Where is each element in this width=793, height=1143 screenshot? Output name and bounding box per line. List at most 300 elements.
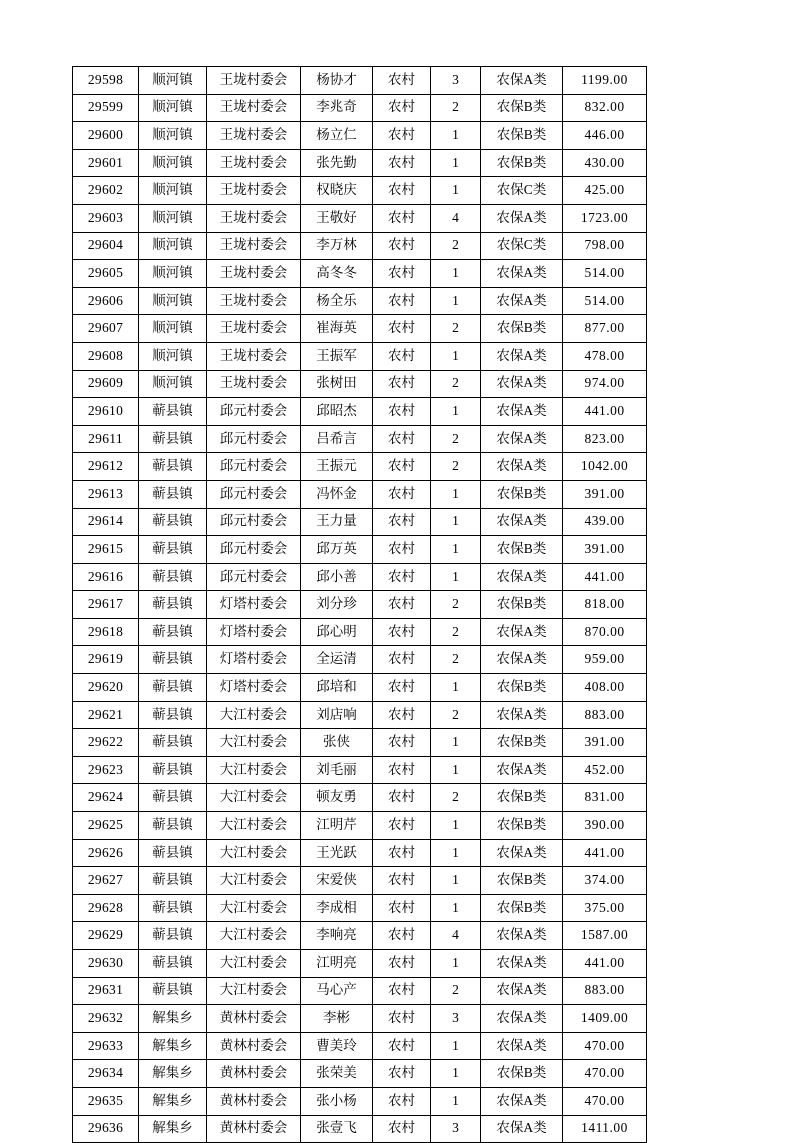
cell-town: 解集乡 xyxy=(139,1032,207,1060)
table-row xyxy=(73,315,647,343)
cell-category: 农保A类 xyxy=(481,839,563,867)
cell-village: 王垅村委会 xyxy=(207,232,301,260)
cell-amount: 470.00 xyxy=(563,1060,647,1088)
cell-id: 29636 xyxy=(73,1115,139,1143)
cell-village: 王垅村委会 xyxy=(207,94,301,122)
cell-household-type: 农村 xyxy=(373,1005,431,1033)
cell-id: 29617 xyxy=(73,591,139,619)
table-row xyxy=(73,1005,647,1033)
cell-amount: 1723.00 xyxy=(563,204,647,232)
cell-category: 农保B类 xyxy=(481,867,563,895)
cell-id: 29623 xyxy=(73,756,139,784)
cell-id: 29606 xyxy=(73,287,139,315)
cell-name: 杨协才 xyxy=(301,67,373,95)
cell-household-type: 农村 xyxy=(373,922,431,950)
cell-name: 王光跃 xyxy=(301,839,373,867)
cell-town: 蕲县镇 xyxy=(139,812,207,840)
cell-village: 黄林村委会 xyxy=(207,1087,301,1115)
cell-household-type: 农村 xyxy=(373,232,431,260)
cell-household-type: 农村 xyxy=(373,812,431,840)
cell-name: 张荣美 xyxy=(301,1060,373,1088)
cell-amount: 425.00 xyxy=(563,177,647,205)
cell-category: 农保B类 xyxy=(481,536,563,564)
cell-household-type: 农村 xyxy=(373,591,431,619)
cell-household-type: 农村 xyxy=(373,204,431,232)
cell-name: 王敬好 xyxy=(301,204,373,232)
cell-amount: 1411.00 xyxy=(563,1115,647,1143)
cell-id: 29607 xyxy=(73,315,139,343)
cell-household-type: 农村 xyxy=(373,342,431,370)
cell-category: 农保A类 xyxy=(481,204,563,232)
cell-town: 蕲县镇 xyxy=(139,618,207,646)
cell-category: 农保B类 xyxy=(481,674,563,702)
table-row xyxy=(73,784,647,812)
cell-id: 29616 xyxy=(73,563,139,591)
cell-id: 29613 xyxy=(73,480,139,508)
cell-amount: 883.00 xyxy=(563,977,647,1005)
cell-amount: 374.00 xyxy=(563,867,647,895)
cell-id: 29629 xyxy=(73,922,139,950)
cell-name: 李响亮 xyxy=(301,922,373,950)
cell-id: 29601 xyxy=(73,149,139,177)
cell-category: 农保B类 xyxy=(481,729,563,757)
cell-town: 蕲县镇 xyxy=(139,784,207,812)
cell-amount: 974.00 xyxy=(563,370,647,398)
cell-household-type: 农村 xyxy=(373,287,431,315)
table-row xyxy=(73,1032,647,1060)
cell-name: 高冬冬 xyxy=(301,260,373,288)
cell-category: 农保A类 xyxy=(481,1115,563,1143)
cell-category: 农保A类 xyxy=(481,67,563,95)
cell-amount: 391.00 xyxy=(563,729,647,757)
table-row xyxy=(73,867,647,895)
cell-town: 顺河镇 xyxy=(139,315,207,343)
cell-category: 农保A类 xyxy=(481,977,563,1005)
cell-town: 解集乡 xyxy=(139,1060,207,1088)
cell-person-count: 2 xyxy=(431,315,481,343)
cell-amount: 441.00 xyxy=(563,398,647,426)
cell-village: 王垅村委会 xyxy=(207,67,301,95)
cell-person-count: 3 xyxy=(431,1115,481,1143)
cell-village: 邱元村委会 xyxy=(207,480,301,508)
cell-name: 宋爱侠 xyxy=(301,867,373,895)
cell-person-count: 1 xyxy=(431,177,481,205)
cell-village: 大江村委会 xyxy=(207,950,301,978)
cell-amount: 877.00 xyxy=(563,315,647,343)
cell-person-count: 3 xyxy=(431,67,481,95)
table-row xyxy=(73,398,647,426)
cell-household-type: 农村 xyxy=(373,149,431,177)
cell-household-type: 农村 xyxy=(373,674,431,702)
cell-category: 农保B类 xyxy=(481,122,563,150)
cell-person-count: 1 xyxy=(431,1032,481,1060)
cell-town: 顺河镇 xyxy=(139,287,207,315)
table-row xyxy=(73,812,647,840)
table-row xyxy=(73,591,647,619)
table-row xyxy=(73,1087,647,1115)
cell-name: 邱小善 xyxy=(301,563,373,591)
cell-category: 农保A类 xyxy=(481,950,563,978)
cell-category: 农保A类 xyxy=(481,370,563,398)
table-row xyxy=(73,1060,647,1088)
cell-town: 蕲县镇 xyxy=(139,508,207,536)
cell-town: 蕲县镇 xyxy=(139,839,207,867)
cell-village: 黄林村委会 xyxy=(207,1115,301,1143)
cell-town: 解集乡 xyxy=(139,1087,207,1115)
cell-person-count: 1 xyxy=(431,756,481,784)
cell-village: 大江村委会 xyxy=(207,922,301,950)
cell-village: 王垅村委会 xyxy=(207,342,301,370)
cell-id: 29624 xyxy=(73,784,139,812)
cell-id: 29635 xyxy=(73,1087,139,1115)
cell-amount: 478.00 xyxy=(563,342,647,370)
cell-name: 崔海英 xyxy=(301,315,373,343)
cell-category: 农保A类 xyxy=(481,398,563,426)
cell-amount: 408.00 xyxy=(563,674,647,702)
cell-person-count: 2 xyxy=(431,370,481,398)
cell-town: 蕲县镇 xyxy=(139,977,207,1005)
cell-name: 李彬 xyxy=(301,1005,373,1033)
cell-category: 农保A类 xyxy=(481,508,563,536)
cell-amount: 818.00 xyxy=(563,591,647,619)
cell-amount: 470.00 xyxy=(563,1032,647,1060)
cell-village: 大江村委会 xyxy=(207,784,301,812)
cell-amount: 514.00 xyxy=(563,287,647,315)
cell-category: 农保A类 xyxy=(481,1032,563,1060)
cell-name: 刘毛丽 xyxy=(301,756,373,784)
cell-id: 29621 xyxy=(73,701,139,729)
cell-amount: 959.00 xyxy=(563,646,647,674)
cell-person-count: 2 xyxy=(431,646,481,674)
cell-town: 蕲县镇 xyxy=(139,867,207,895)
cell-household-type: 农村 xyxy=(373,370,431,398)
cell-amount: 390.00 xyxy=(563,812,647,840)
table-row xyxy=(73,646,647,674)
cell-village: 王垅村委会 xyxy=(207,260,301,288)
cell-village: 邱元村委会 xyxy=(207,453,301,481)
cell-name: 邱万英 xyxy=(301,536,373,564)
cell-household-type: 农村 xyxy=(373,536,431,564)
cell-amount: 441.00 xyxy=(563,563,647,591)
cell-person-count: 2 xyxy=(431,453,481,481)
cell-amount: 798.00 xyxy=(563,232,647,260)
cell-person-count: 1 xyxy=(431,149,481,177)
cell-person-count: 4 xyxy=(431,922,481,950)
table-row xyxy=(73,729,647,757)
cell-amount: 391.00 xyxy=(563,536,647,564)
cell-village: 邱元村委会 xyxy=(207,398,301,426)
cell-id: 29608 xyxy=(73,342,139,370)
cell-town: 顺河镇 xyxy=(139,232,207,260)
cell-town: 蕲县镇 xyxy=(139,756,207,784)
cell-category: 农保B类 xyxy=(481,1060,563,1088)
cell-town: 蕲县镇 xyxy=(139,701,207,729)
cell-id: 29602 xyxy=(73,177,139,205)
cell-id: 29605 xyxy=(73,260,139,288)
cell-name: 邱培和 xyxy=(301,674,373,702)
cell-village: 大江村委会 xyxy=(207,701,301,729)
cell-id: 29609 xyxy=(73,370,139,398)
cell-household-type: 农村 xyxy=(373,1060,431,1088)
cell-id: 29630 xyxy=(73,950,139,978)
cell-town: 顺河镇 xyxy=(139,260,207,288)
cell-name: 邱昭杰 xyxy=(301,398,373,426)
cell-category: 农保C类 xyxy=(481,177,563,205)
cell-person-count: 1 xyxy=(431,536,481,564)
cell-id: 29625 xyxy=(73,812,139,840)
cell-person-count: 1 xyxy=(431,398,481,426)
cell-town: 蕲县镇 xyxy=(139,591,207,619)
cell-person-count: 2 xyxy=(431,591,481,619)
cell-town: 顺河镇 xyxy=(139,342,207,370)
cell-amount: 1409.00 xyxy=(563,1005,647,1033)
cell-household-type: 农村 xyxy=(373,480,431,508)
table-row xyxy=(73,260,647,288)
cell-amount: 870.00 xyxy=(563,618,647,646)
cell-category: 农保B类 xyxy=(481,480,563,508)
cell-name: 杨全乐 xyxy=(301,287,373,315)
table-row xyxy=(73,922,647,950)
cell-person-count: 1 xyxy=(431,508,481,536)
cell-household-type: 农村 xyxy=(373,315,431,343)
cell-village: 灯塔村委会 xyxy=(207,591,301,619)
cell-village: 灯塔村委会 xyxy=(207,618,301,646)
cell-village: 大江村委会 xyxy=(207,977,301,1005)
cell-person-count: 1 xyxy=(431,563,481,591)
cell-household-type: 农村 xyxy=(373,67,431,95)
cell-person-count: 1 xyxy=(431,674,481,702)
table-row xyxy=(73,122,647,150)
cell-household-type: 农村 xyxy=(373,1032,431,1060)
cell-town: 蕲县镇 xyxy=(139,425,207,453)
cell-village: 大江村委会 xyxy=(207,812,301,840)
cell-id: 29632 xyxy=(73,1005,139,1033)
cell-village: 王垅村委会 xyxy=(207,204,301,232)
table-row xyxy=(73,94,647,122)
cell-household-type: 农村 xyxy=(373,398,431,426)
table-row xyxy=(73,701,647,729)
cell-category: 农保B类 xyxy=(481,315,563,343)
cell-amount: 439.00 xyxy=(563,508,647,536)
table-row xyxy=(73,342,647,370)
cell-household-type: 农村 xyxy=(373,756,431,784)
cell-person-count: 1 xyxy=(431,480,481,508)
cell-town: 顺河镇 xyxy=(139,149,207,177)
cell-household-type: 农村 xyxy=(373,94,431,122)
cell-name: 刘店响 xyxy=(301,701,373,729)
cell-id: 29598 xyxy=(73,67,139,95)
cell-household-type: 农村 xyxy=(373,894,431,922)
cell-town: 解集乡 xyxy=(139,1115,207,1143)
table-row xyxy=(73,674,647,702)
cell-id: 29634 xyxy=(73,1060,139,1088)
table-row xyxy=(73,536,647,564)
cell-name: 王振军 xyxy=(301,342,373,370)
cell-person-count: 1 xyxy=(431,729,481,757)
cell-person-count: 1 xyxy=(431,950,481,978)
cell-household-type: 农村 xyxy=(373,1087,431,1115)
cell-town: 顺河镇 xyxy=(139,94,207,122)
cell-category: 农保A类 xyxy=(481,342,563,370)
table-row xyxy=(73,149,647,177)
cell-village: 黄林村委会 xyxy=(207,1005,301,1033)
cell-town: 顺河镇 xyxy=(139,370,207,398)
cell-name: 王力量 xyxy=(301,508,373,536)
cell-household-type: 农村 xyxy=(373,701,431,729)
table-row xyxy=(73,756,647,784)
cell-name: 顿友勇 xyxy=(301,784,373,812)
cell-village: 王垅村委会 xyxy=(207,370,301,398)
cell-amount: 375.00 xyxy=(563,894,647,922)
cell-village: 大江村委会 xyxy=(207,756,301,784)
table-row xyxy=(73,204,647,232)
cell-household-type: 农村 xyxy=(373,1115,431,1143)
cell-person-count: 2 xyxy=(431,94,481,122)
cell-village: 王垅村委会 xyxy=(207,287,301,315)
cell-amount: 391.00 xyxy=(563,480,647,508)
cell-name: 杨立仁 xyxy=(301,122,373,150)
cell-name: 张先勤 xyxy=(301,149,373,177)
cell-person-count: 2 xyxy=(431,977,481,1005)
cell-category: 农保A类 xyxy=(481,701,563,729)
cell-category: 农保B类 xyxy=(481,94,563,122)
table-row xyxy=(73,232,647,260)
cell-id: 29631 xyxy=(73,977,139,1005)
cell-village: 大江村委会 xyxy=(207,867,301,895)
cell-town: 蕲县镇 xyxy=(139,480,207,508)
cell-category: 农保A类 xyxy=(481,453,563,481)
cell-village: 王垅村委会 xyxy=(207,315,301,343)
cell-town: 蕲县镇 xyxy=(139,563,207,591)
table-row xyxy=(73,508,647,536)
cell-name: 张壹飞 xyxy=(301,1115,373,1143)
cell-category: 农保A类 xyxy=(481,618,563,646)
cell-town: 顺河镇 xyxy=(139,67,207,95)
table-row xyxy=(73,287,647,315)
cell-id: 29628 xyxy=(73,894,139,922)
cell-town: 解集乡 xyxy=(139,1005,207,1033)
cell-amount: 883.00 xyxy=(563,701,647,729)
cell-id: 29603 xyxy=(73,204,139,232)
cell-id: 29611 xyxy=(73,425,139,453)
cell-amount: 470.00 xyxy=(563,1087,647,1115)
cell-household-type: 农村 xyxy=(373,839,431,867)
cell-amount: 823.00 xyxy=(563,425,647,453)
cell-category: 农保A类 xyxy=(481,1087,563,1115)
cell-category: 农保B类 xyxy=(481,894,563,922)
table-row xyxy=(73,480,647,508)
cell-name: 全运清 xyxy=(301,646,373,674)
cell-category: 农保C类 xyxy=(481,232,563,260)
cell-name: 刘分珍 xyxy=(301,591,373,619)
cell-household-type: 农村 xyxy=(373,950,431,978)
cell-amount: 1042.00 xyxy=(563,453,647,481)
cell-name: 江明芹 xyxy=(301,812,373,840)
cell-person-count: 1 xyxy=(431,1060,481,1088)
cell-village: 黄林村委会 xyxy=(207,1060,301,1088)
cell-person-count: 2 xyxy=(431,701,481,729)
cell-person-count: 1 xyxy=(431,867,481,895)
cell-name: 张树田 xyxy=(301,370,373,398)
cell-person-count: 2 xyxy=(431,784,481,812)
cell-town: 蕲县镇 xyxy=(139,729,207,757)
cell-town: 蕲县镇 xyxy=(139,950,207,978)
cell-town: 蕲县镇 xyxy=(139,674,207,702)
cell-id: 29604 xyxy=(73,232,139,260)
cell-household-type: 农村 xyxy=(373,122,431,150)
cell-id: 29610 xyxy=(73,398,139,426)
cell-town: 顺河镇 xyxy=(139,204,207,232)
cell-name: 权晓庆 xyxy=(301,177,373,205)
cell-name: 邱心明 xyxy=(301,618,373,646)
cell-category: 农保B类 xyxy=(481,149,563,177)
cell-id: 29614 xyxy=(73,508,139,536)
cell-town: 蕲县镇 xyxy=(139,398,207,426)
cell-person-count: 1 xyxy=(431,122,481,150)
table-row xyxy=(73,563,647,591)
table-row xyxy=(73,370,647,398)
cell-id: 29622 xyxy=(73,729,139,757)
cell-name: 王振元 xyxy=(301,453,373,481)
cell-village: 邱元村委会 xyxy=(207,425,301,453)
cell-name: 李成相 xyxy=(301,894,373,922)
cell-village: 邱元村委会 xyxy=(207,563,301,591)
cell-village: 大江村委会 xyxy=(207,894,301,922)
cell-id: 29615 xyxy=(73,536,139,564)
cell-id: 29626 xyxy=(73,839,139,867)
cell-name: 李万林 xyxy=(301,232,373,260)
cell-household-type: 农村 xyxy=(373,425,431,453)
cell-name: 江明亮 xyxy=(301,950,373,978)
cell-category: 农保A类 xyxy=(481,425,563,453)
cell-person-count: 1 xyxy=(431,287,481,315)
cell-village: 王垅村委会 xyxy=(207,149,301,177)
cell-category: 农保A类 xyxy=(481,646,563,674)
cell-household-type: 农村 xyxy=(373,563,431,591)
cell-town: 蕲县镇 xyxy=(139,922,207,950)
table-row xyxy=(73,618,647,646)
cell-person-count: 1 xyxy=(431,342,481,370)
cell-id: 29600 xyxy=(73,122,139,150)
table-body xyxy=(73,67,647,1143)
table-row xyxy=(73,67,647,95)
cell-id: 29612 xyxy=(73,453,139,481)
cell-person-count: 2 xyxy=(431,425,481,453)
table-row xyxy=(73,453,647,481)
cell-id: 29599 xyxy=(73,94,139,122)
table-row xyxy=(73,177,647,205)
cell-household-type: 农村 xyxy=(373,618,431,646)
cell-person-count: 4 xyxy=(431,204,481,232)
cell-village: 邱元村委会 xyxy=(207,508,301,536)
beneficiary-table xyxy=(72,66,647,1143)
cell-village: 王垅村委会 xyxy=(207,177,301,205)
table-row xyxy=(73,977,647,1005)
cell-person-count: 1 xyxy=(431,812,481,840)
cell-town: 顺河镇 xyxy=(139,122,207,150)
cell-id: 29633 xyxy=(73,1032,139,1060)
cell-person-count: 1 xyxy=(431,839,481,867)
cell-amount: 514.00 xyxy=(563,260,647,288)
cell-village: 灯塔村委会 xyxy=(207,646,301,674)
cell-id: 29618 xyxy=(73,618,139,646)
cell-name: 李兆奇 xyxy=(301,94,373,122)
cell-household-type: 农村 xyxy=(373,784,431,812)
cell-village: 王垅村委会 xyxy=(207,122,301,150)
cell-amount: 452.00 xyxy=(563,756,647,784)
cell-person-count: 1 xyxy=(431,260,481,288)
cell-name: 张侠 xyxy=(301,729,373,757)
